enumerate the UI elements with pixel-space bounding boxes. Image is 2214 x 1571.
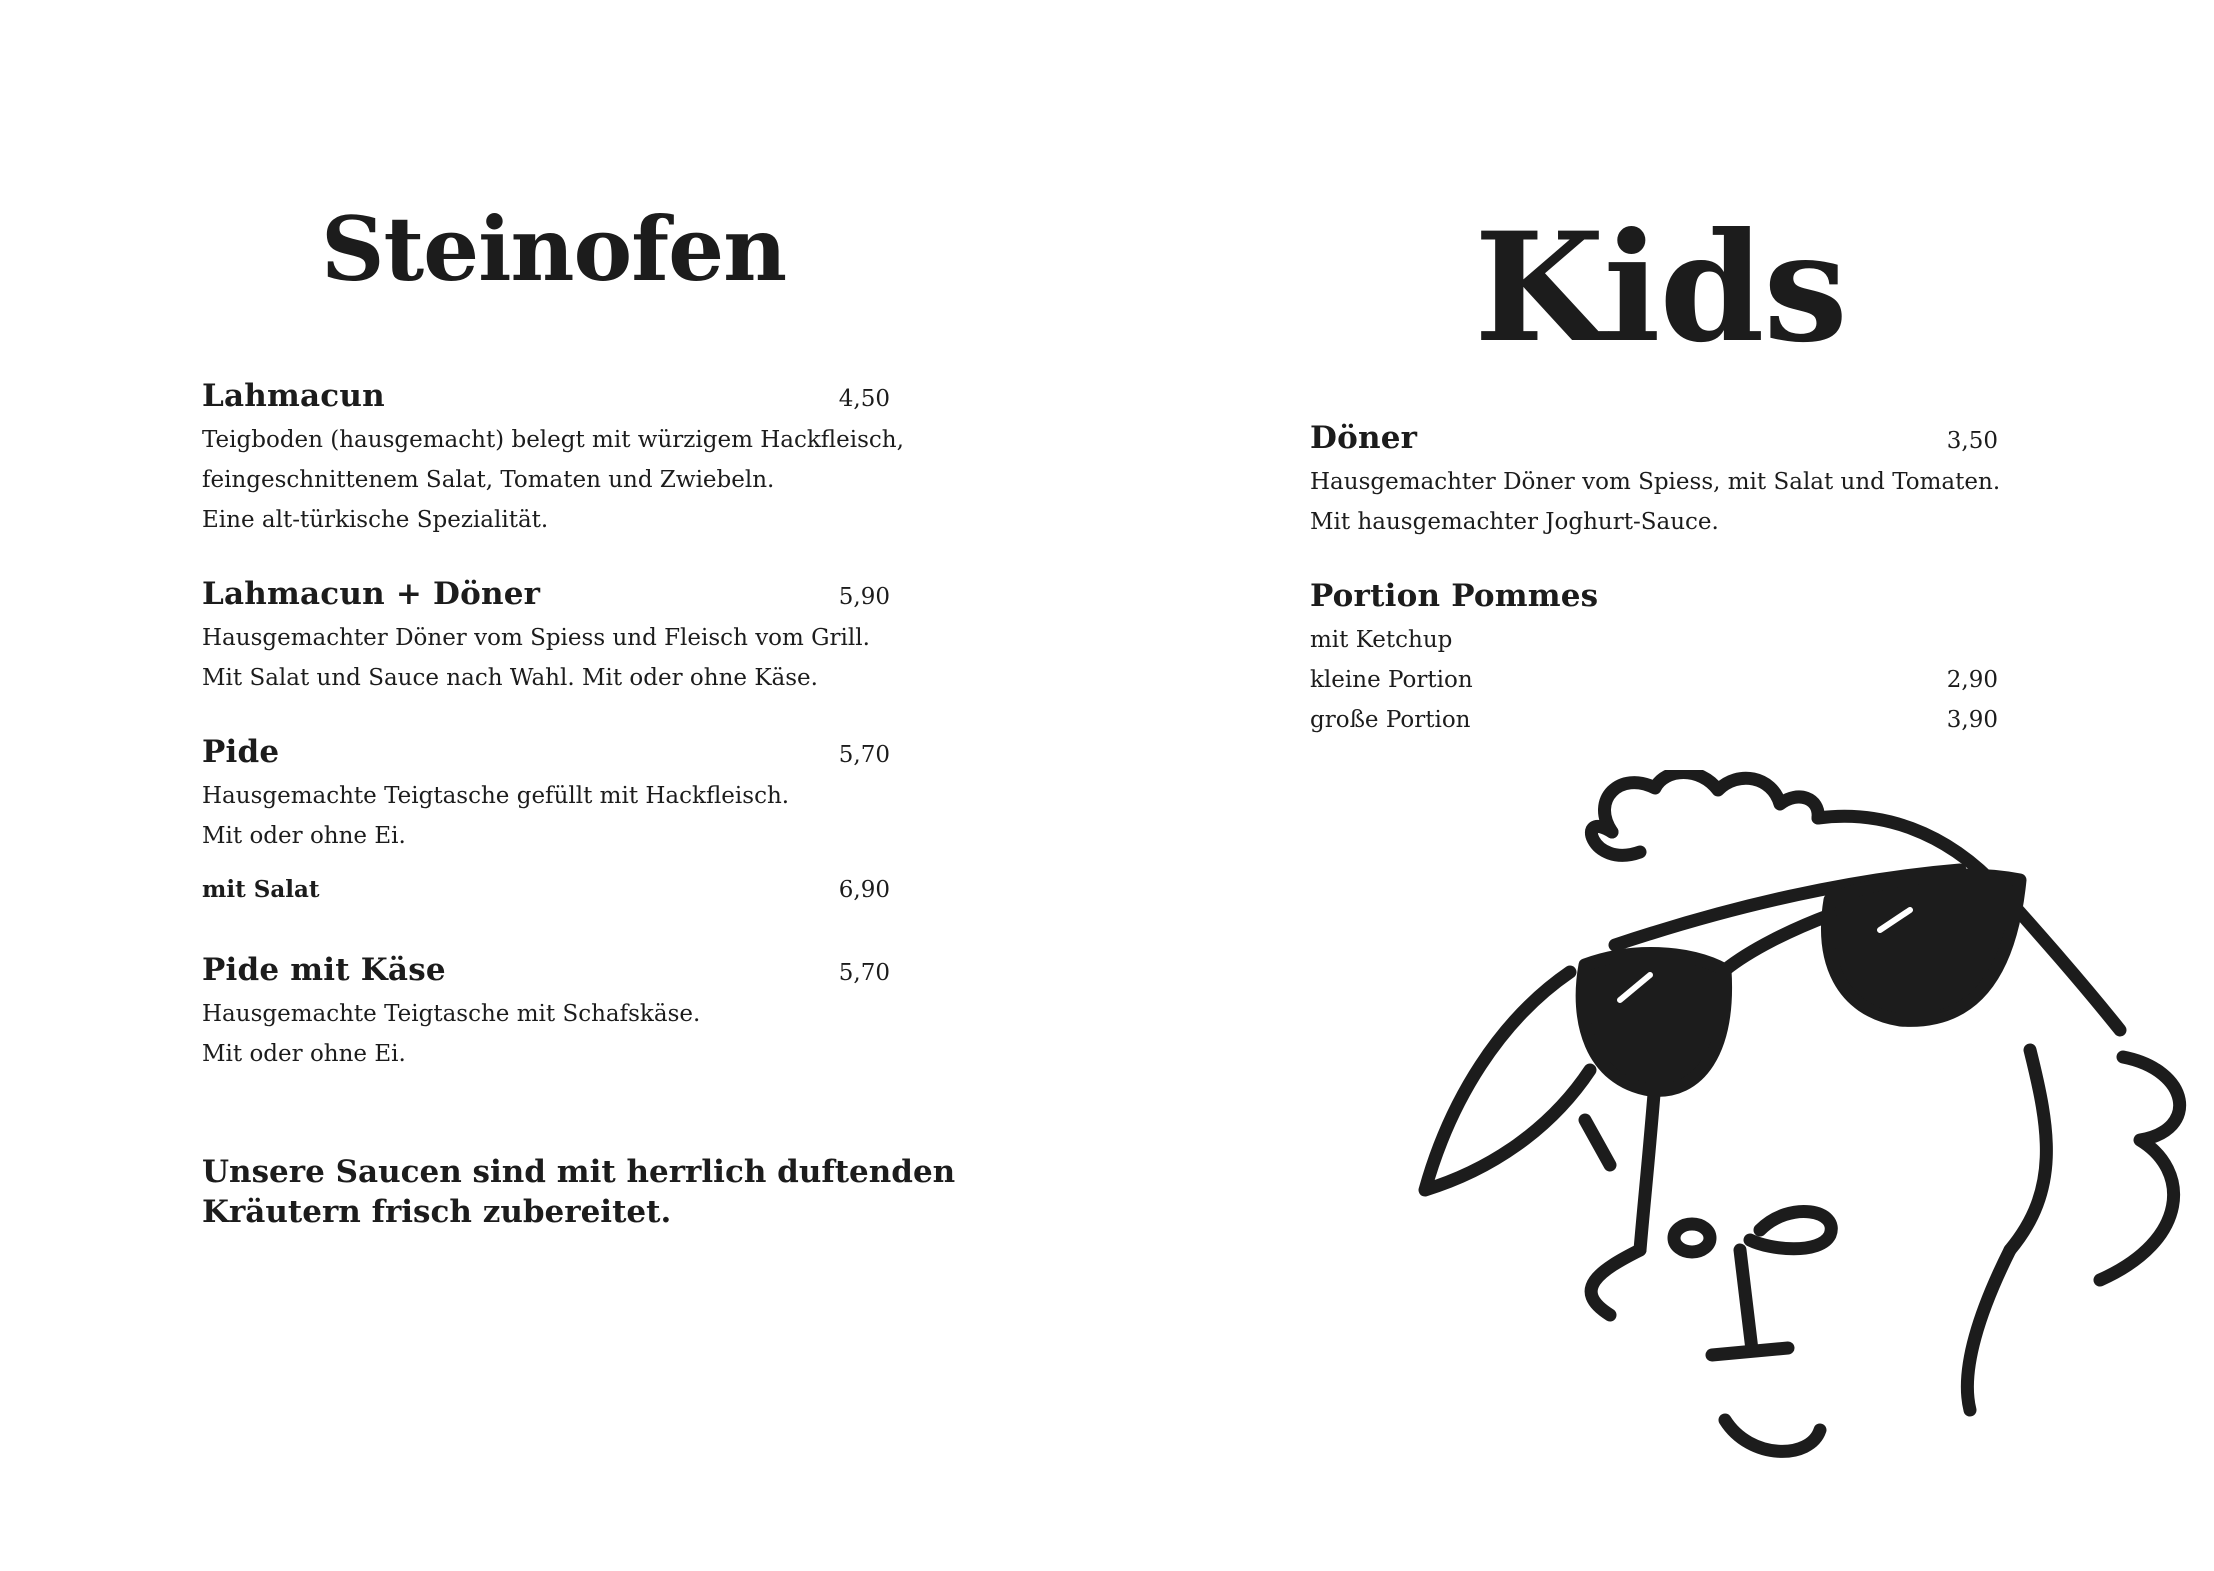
item-name: Pide	[202, 734, 280, 770]
item-price: 5,70	[838, 742, 890, 768]
sauce-note	[202, 1152, 962, 1232]
description-line: mit Ketchup	[1310, 627, 1453, 653]
description-line: Mit oder ohne Ei.	[202, 823, 406, 849]
item-description	[202, 420, 904, 540]
item-price: 5,90	[838, 584, 890, 610]
item-description	[202, 618, 890, 698]
description-line: Hausgemachte Teigtasche mit Schafskäse.	[202, 1001, 701, 1027]
option-label: große Portion	[1310, 707, 1471, 733]
item-variant-row	[202, 870, 890, 910]
item-name: Lahmacun	[202, 378, 385, 414]
menu-item-pide-mit-kaese	[202, 952, 890, 1074]
item-name: Pide mit Käse	[202, 952, 446, 988]
item-name: Döner	[1310, 420, 1418, 456]
description-line: Mit oder ohne Ei.	[202, 1041, 406, 1067]
item-description	[1310, 462, 2001, 542]
description-line: feingeschnittenem Salat, Tomaten und Zwiebeln.	[202, 467, 775, 493]
item-description	[202, 994, 890, 1074]
option-price: 2,90	[1946, 667, 1998, 693]
description-line: Eine alt-türkische Spezialität.	[202, 507, 549, 533]
variant-label: mit Salat	[202, 876, 320, 903]
section-title-kids: Kids	[1474, 200, 1847, 376]
note-line: Kräutern frisch zubereitet.	[202, 1194, 672, 1230]
description-line: Hausgemachte Teigtasche gefüllt mit Hackfleisch.	[202, 783, 790, 809]
description-line: Hausgemachter Döner vom Spiess und Fleisch vom Grill.	[202, 625, 870, 651]
item-price: 5,70	[838, 960, 890, 986]
item-name: Lahmacun + Döner	[202, 576, 541, 612]
menu-item-pide	[202, 734, 890, 910]
option-price: 3,90	[1946, 707, 1998, 733]
note-line: Unsere Saucen sind mit herrlich duftenden	[202, 1154, 956, 1190]
sheep-with-sunglasses-icon	[1320, 770, 2214, 1490]
description-line: Teigboden (hausgemacht) belegt mit würzigem Hackfleisch,	[202, 427, 904, 453]
menu-item-lahmacun	[202, 378, 904, 540]
variant-price: 6,90	[838, 877, 890, 903]
item-description	[1310, 620, 1998, 660]
menu-item-kids-doener	[1310, 420, 2001, 542]
item-name: Portion Pommes	[1310, 578, 1599, 614]
menu-item-portion-pommes	[1310, 578, 1998, 740]
description-line: Hausgemachter Döner vom Spiess, mit Salat und Tomaten.	[1310, 469, 2001, 495]
menu-item-lahmacun-doener	[202, 576, 890, 698]
section-title-steinofen: Steinofen	[320, 197, 787, 301]
portion-option-row	[1310, 660, 1998, 700]
portion-option-row	[1310, 700, 1998, 740]
description-line: Mit Salat und Sauce nach Wahl. Mit oder ohne Käse.	[202, 665, 818, 691]
item-description	[202, 776, 890, 856]
item-price: 4,50	[838, 386, 890, 412]
item-price: 3,50	[1946, 428, 1998, 454]
option-label: kleine Portion	[1310, 667, 1473, 693]
description-line: Mit hausgemachter Joghurt-Sauce.	[1310, 509, 1719, 535]
